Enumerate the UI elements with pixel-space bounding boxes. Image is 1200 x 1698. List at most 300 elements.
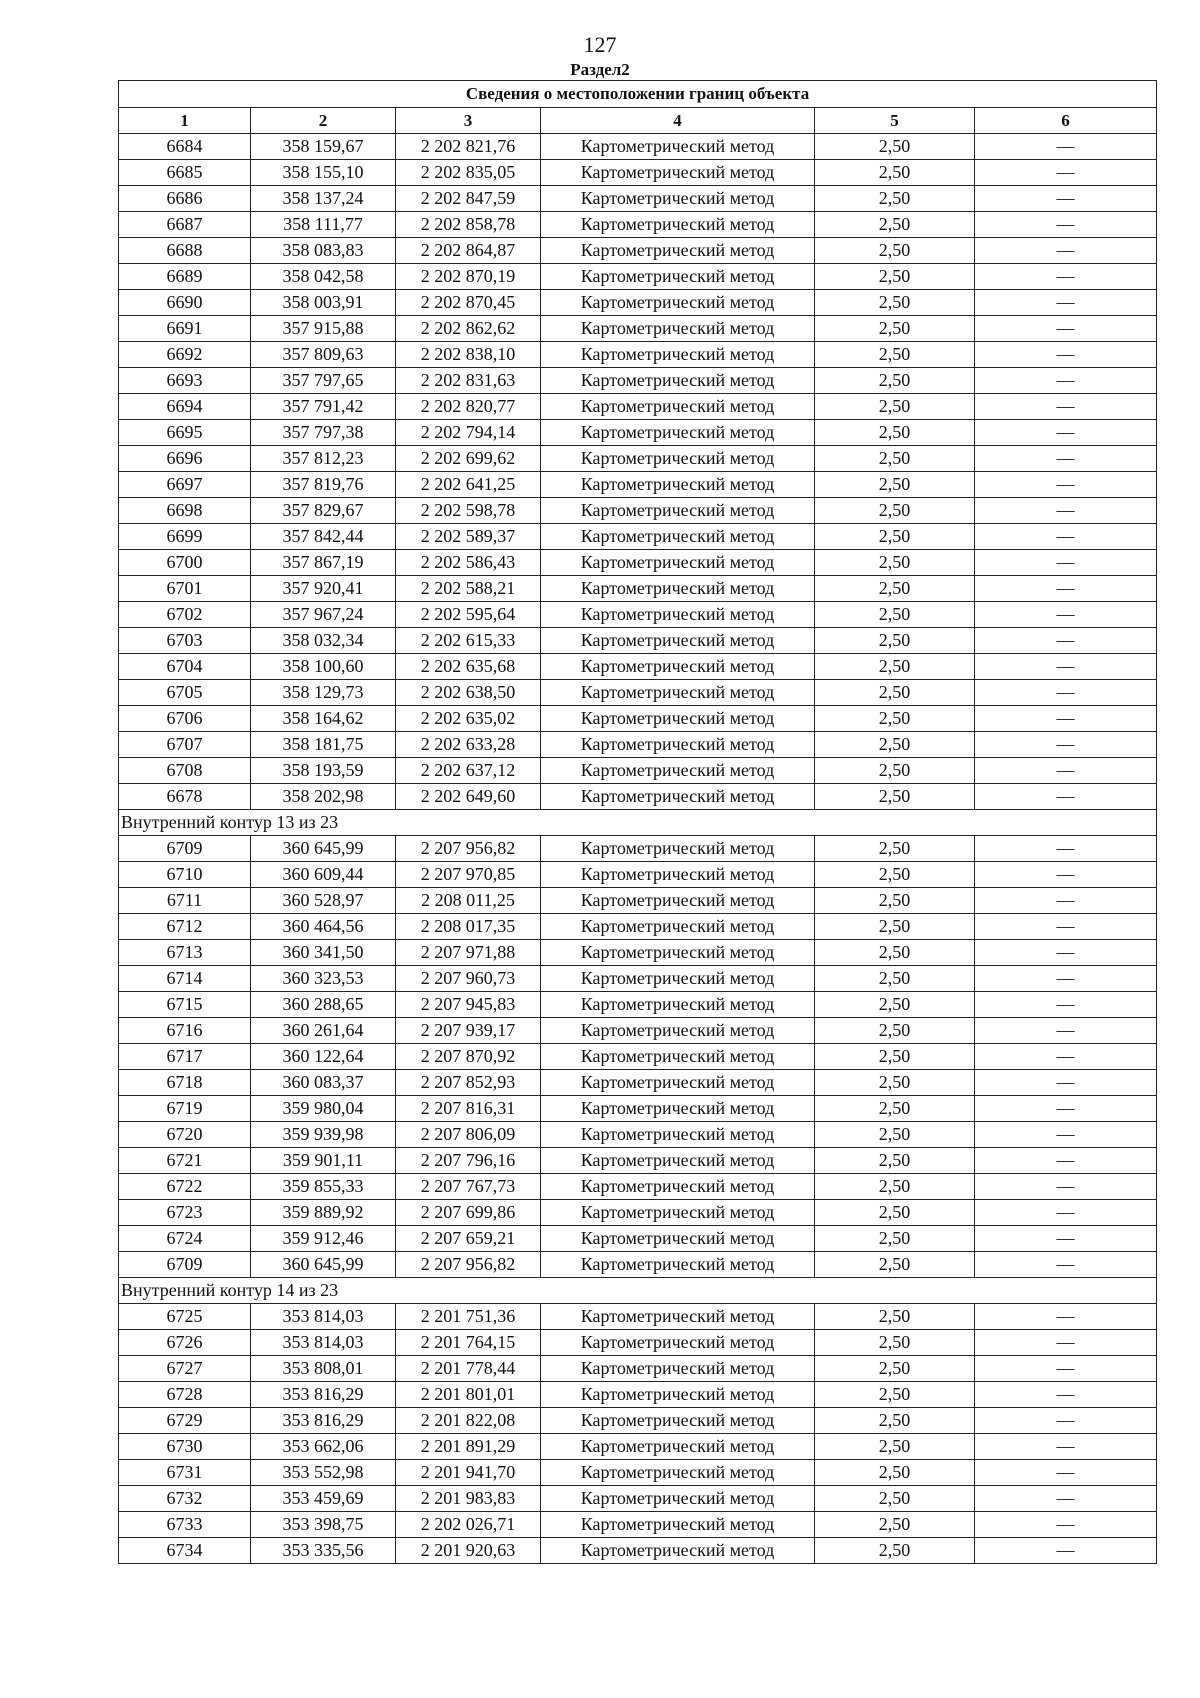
method-cell: Картометрический метод xyxy=(541,966,815,992)
description-cell: — xyxy=(975,1330,1157,1356)
point-number-cell: 6690 xyxy=(119,290,251,316)
description-cell: — xyxy=(975,1148,1157,1174)
accuracy-cell: 2,50 xyxy=(815,212,975,238)
description-cell: — xyxy=(975,1460,1157,1486)
table-row xyxy=(119,628,1157,654)
x-coordinate-cell: 360 323,53 xyxy=(251,966,396,992)
y-coordinate-cell: 2 202 831,63 xyxy=(396,368,541,394)
description-cell: — xyxy=(975,186,1157,212)
point-number-cell: 6718 xyxy=(119,1070,251,1096)
accuracy-cell: 2,50 xyxy=(815,836,975,862)
point-number-cell: 6695 xyxy=(119,420,251,446)
x-coordinate-cell: 360 528,97 xyxy=(251,888,396,914)
y-coordinate-cell: 2 207 945,83 xyxy=(396,992,541,1018)
table-row xyxy=(119,836,1157,862)
y-coordinate-cell: 2 201 983,83 xyxy=(396,1486,541,1512)
accuracy-cell: 2,50 xyxy=(815,966,975,992)
table-row xyxy=(119,1304,1157,1330)
accuracy-cell: 2,50 xyxy=(815,680,975,706)
x-coordinate-cell: 358 159,67 xyxy=(251,134,396,160)
y-coordinate-cell: 2 202 870,19 xyxy=(396,264,541,290)
table-row xyxy=(119,1538,1157,1564)
accuracy-cell: 2,50 xyxy=(815,784,975,810)
boundary-coordinates-table xyxy=(118,80,1157,1564)
method-cell: Картометрический метод xyxy=(541,1356,815,1382)
method-cell: Картометрический метод xyxy=(541,524,815,550)
accuracy-cell: 2,50 xyxy=(815,472,975,498)
x-coordinate-cell: 358 164,62 xyxy=(251,706,396,732)
accuracy-cell: 2,50 xyxy=(815,368,975,394)
description-cell: — xyxy=(975,238,1157,264)
point-number-cell: 6703 xyxy=(119,628,251,654)
y-coordinate-cell: 2 201 778,44 xyxy=(396,1356,541,1382)
method-cell: Картометрический метод xyxy=(541,472,815,498)
y-coordinate-cell: 2 201 764,15 xyxy=(396,1330,541,1356)
y-coordinate-cell: 2 202 641,25 xyxy=(396,472,541,498)
accuracy-cell: 2,50 xyxy=(815,1512,975,1538)
table-row xyxy=(119,420,1157,446)
column-header-2: 2 xyxy=(251,108,396,134)
y-coordinate-cell: 2 202 858,78 xyxy=(396,212,541,238)
accuracy-cell: 2,50 xyxy=(815,1122,975,1148)
table-row xyxy=(119,264,1157,290)
y-coordinate-cell: 2 207 960,73 xyxy=(396,966,541,992)
table-row xyxy=(119,940,1157,966)
point-number-cell: 6698 xyxy=(119,498,251,524)
point-number-cell: 6699 xyxy=(119,524,251,550)
method-cell: Картометрический метод xyxy=(541,420,815,446)
y-coordinate-cell: 2 207 659,21 xyxy=(396,1226,541,1252)
description-cell: — xyxy=(975,732,1157,758)
method-cell: Картометрический метод xyxy=(541,992,815,1018)
x-coordinate-cell: 357 819,76 xyxy=(251,472,396,498)
point-number-cell: 6717 xyxy=(119,1044,251,1070)
table-row xyxy=(119,212,1157,238)
description-cell: — xyxy=(975,1538,1157,1564)
table-row xyxy=(119,1434,1157,1460)
point-number-cell: 6715 xyxy=(119,992,251,1018)
accuracy-cell: 2,50 xyxy=(815,1382,975,1408)
table-row xyxy=(119,1122,1157,1148)
table-row xyxy=(119,1044,1157,1070)
accuracy-cell: 2,50 xyxy=(815,862,975,888)
table-row xyxy=(119,1408,1157,1434)
y-coordinate-cell: 2 207 971,88 xyxy=(396,940,541,966)
x-coordinate-cell: 359 980,04 xyxy=(251,1096,396,1122)
accuracy-cell: 2,50 xyxy=(815,264,975,290)
accuracy-cell: 2,50 xyxy=(815,550,975,576)
table-row xyxy=(119,472,1157,498)
method-cell: Картометрический метод xyxy=(541,212,815,238)
x-coordinate-cell: 353 459,69 xyxy=(251,1486,396,1512)
method-cell: Картометрический метод xyxy=(541,680,815,706)
table-row xyxy=(119,1174,1157,1200)
table-row xyxy=(119,1356,1157,1382)
y-coordinate-cell: 2 207 956,82 xyxy=(396,836,541,862)
accuracy-cell: 2,50 xyxy=(815,1538,975,1564)
table-row xyxy=(119,1200,1157,1226)
x-coordinate-cell: 357 920,41 xyxy=(251,576,396,602)
y-coordinate-cell: 2 202 638,50 xyxy=(396,680,541,706)
table-row xyxy=(119,732,1157,758)
y-coordinate-cell: 2 202 595,64 xyxy=(396,602,541,628)
column-header-5: 5 xyxy=(815,108,975,134)
method-cell: Картометрический метод xyxy=(541,628,815,654)
accuracy-cell: 2,50 xyxy=(815,238,975,264)
x-coordinate-cell: 357 812,23 xyxy=(251,446,396,472)
point-number-cell: 6691 xyxy=(119,316,251,342)
table-row xyxy=(119,992,1157,1018)
accuracy-cell: 2,50 xyxy=(815,1408,975,1434)
y-coordinate-cell: 2 207 852,93 xyxy=(396,1070,541,1096)
column-header-3: 3 xyxy=(396,108,541,134)
point-number-cell: 6716 xyxy=(119,1018,251,1044)
x-coordinate-cell: 358 042,58 xyxy=(251,264,396,290)
accuracy-cell: 2,50 xyxy=(815,602,975,628)
point-number-cell: 6730 xyxy=(119,1434,251,1460)
method-cell: Картометрический метод xyxy=(541,602,815,628)
accuracy-cell: 2,50 xyxy=(815,394,975,420)
point-number-cell: 6692 xyxy=(119,342,251,368)
y-coordinate-cell: 2 202 870,45 xyxy=(396,290,541,316)
description-cell: — xyxy=(975,836,1157,862)
description-cell: — xyxy=(975,212,1157,238)
accuracy-cell: 2,50 xyxy=(815,498,975,524)
x-coordinate-cell: 360 288,65 xyxy=(251,992,396,1018)
description-cell: — xyxy=(975,576,1157,602)
point-number-cell: 6727 xyxy=(119,1356,251,1382)
table-row xyxy=(119,1382,1157,1408)
method-cell: Картометрический метод xyxy=(541,1538,815,1564)
point-number-cell: 6696 xyxy=(119,446,251,472)
point-number-cell: 6734 xyxy=(119,1538,251,1564)
x-coordinate-cell: 353 662,06 xyxy=(251,1434,396,1460)
accuracy-cell: 2,50 xyxy=(815,1018,975,1044)
method-cell: Картометрический метод xyxy=(541,1434,815,1460)
point-number-cell: 6720 xyxy=(119,1122,251,1148)
accuracy-cell: 2,50 xyxy=(815,1070,975,1096)
y-coordinate-cell: 2 202 588,21 xyxy=(396,576,541,602)
description-cell: — xyxy=(975,1252,1157,1278)
x-coordinate-cell: 359 912,46 xyxy=(251,1226,396,1252)
method-cell: Картометрический метод xyxy=(541,134,815,160)
y-coordinate-cell: 2 207 796,16 xyxy=(396,1148,541,1174)
y-coordinate-cell: 2 207 767,73 xyxy=(396,1174,541,1200)
y-coordinate-cell: 2 202 649,60 xyxy=(396,784,541,810)
x-coordinate-cell: 358 111,77 xyxy=(251,212,396,238)
table-row xyxy=(119,550,1157,576)
x-coordinate-cell: 360 645,99 xyxy=(251,1252,396,1278)
accuracy-cell: 2,50 xyxy=(815,524,975,550)
y-coordinate-cell: 2 202 794,14 xyxy=(396,420,541,446)
description-cell: — xyxy=(975,446,1157,472)
method-cell: Картометрический метод xyxy=(541,1486,815,1512)
table-row xyxy=(119,290,1157,316)
description-cell: — xyxy=(975,1226,1157,1252)
table-row xyxy=(119,160,1157,186)
description-cell: — xyxy=(975,1174,1157,1200)
accuracy-cell: 2,50 xyxy=(815,758,975,784)
point-number-cell: 6724 xyxy=(119,1226,251,1252)
point-number-cell: 6722 xyxy=(119,1174,251,1200)
table-row xyxy=(119,966,1157,992)
section-title: Раздел2 xyxy=(570,60,630,79)
x-coordinate-cell: 357 791,42 xyxy=(251,394,396,420)
y-coordinate-cell: 2 201 941,70 xyxy=(396,1460,541,1486)
point-number-cell: 6700 xyxy=(119,550,251,576)
point-number-cell: 6687 xyxy=(119,212,251,238)
y-coordinate-cell: 2 202 820,77 xyxy=(396,394,541,420)
table-row xyxy=(119,1070,1157,1096)
x-coordinate-cell: 353 814,03 xyxy=(251,1330,396,1356)
x-coordinate-cell: 357 967,24 xyxy=(251,602,396,628)
point-number-cell: 6721 xyxy=(119,1148,251,1174)
method-cell: Картометрический метод xyxy=(541,238,815,264)
method-cell: Картометрический метод xyxy=(541,1018,815,1044)
point-number-cell: 6694 xyxy=(119,394,251,420)
table-row xyxy=(119,1512,1157,1538)
column-header-4: 4 xyxy=(541,108,815,134)
description-cell: — xyxy=(975,706,1157,732)
method-cell: Картометрический метод xyxy=(541,498,815,524)
x-coordinate-cell: 360 261,64 xyxy=(251,1018,396,1044)
table-row xyxy=(119,1226,1157,1252)
method-cell: Картометрический метод xyxy=(541,758,815,784)
contour-label: Внутренний контур 14 из 23 xyxy=(119,1278,1157,1304)
x-coordinate-cell: 358 137,24 xyxy=(251,186,396,212)
description-cell: — xyxy=(975,680,1157,706)
method-cell: Картометрический метод xyxy=(541,1148,815,1174)
y-coordinate-cell: 2 201 822,08 xyxy=(396,1408,541,1434)
x-coordinate-cell: 360 122,64 xyxy=(251,1044,396,1070)
table-row xyxy=(119,888,1157,914)
method-cell: Картометрический метод xyxy=(541,1096,815,1122)
description-cell: — xyxy=(975,992,1157,1018)
x-coordinate-cell: 359 855,33 xyxy=(251,1174,396,1200)
contour-label: Внутренний контур 13 из 23 xyxy=(119,810,1157,836)
point-number-cell: 6733 xyxy=(119,1512,251,1538)
contour-row xyxy=(119,810,1157,836)
x-coordinate-cell: 357 842,44 xyxy=(251,524,396,550)
accuracy-cell: 2,50 xyxy=(815,992,975,1018)
x-coordinate-cell: 360 341,50 xyxy=(251,940,396,966)
x-coordinate-cell: 358 083,83 xyxy=(251,238,396,264)
description-cell: — xyxy=(975,316,1157,342)
accuracy-cell: 2,50 xyxy=(815,1148,975,1174)
description-cell: — xyxy=(975,1200,1157,1226)
column-header-1: 1 xyxy=(119,108,251,134)
accuracy-cell: 2,50 xyxy=(815,342,975,368)
method-cell: Картометрический метод xyxy=(541,368,815,394)
method-cell: Картометрический метод xyxy=(541,1460,815,1486)
x-coordinate-cell: 358 181,75 xyxy=(251,732,396,758)
accuracy-cell: 2,50 xyxy=(815,134,975,160)
description-cell: — xyxy=(975,420,1157,446)
accuracy-cell: 2,50 xyxy=(815,186,975,212)
x-coordinate-cell: 353 335,56 xyxy=(251,1538,396,1564)
table-row xyxy=(119,576,1157,602)
y-coordinate-cell: 2 207 939,17 xyxy=(396,1018,541,1044)
x-coordinate-cell: 353 808,01 xyxy=(251,1356,396,1382)
y-coordinate-cell: 2 202 586,43 xyxy=(396,550,541,576)
x-coordinate-cell: 353 816,29 xyxy=(251,1408,396,1434)
description-cell: — xyxy=(975,1408,1157,1434)
point-number-cell: 6704 xyxy=(119,654,251,680)
x-coordinate-cell: 353 398,75 xyxy=(251,1512,396,1538)
x-coordinate-cell: 353 816,29 xyxy=(251,1382,396,1408)
table-row xyxy=(119,368,1157,394)
x-coordinate-cell: 358 003,91 xyxy=(251,290,396,316)
table-row xyxy=(119,602,1157,628)
method-cell: Картометрический метод xyxy=(541,706,815,732)
accuracy-cell: 2,50 xyxy=(815,160,975,186)
table-row xyxy=(119,654,1157,680)
point-number-cell: 6685 xyxy=(119,160,251,186)
page-number: 127 xyxy=(583,32,617,57)
point-number-cell: 6697 xyxy=(119,472,251,498)
point-number-cell: 6706 xyxy=(119,706,251,732)
method-cell: Картометрический метод xyxy=(541,160,815,186)
column-header-6: 6 xyxy=(975,108,1157,134)
description-cell: — xyxy=(975,1486,1157,1512)
accuracy-cell: 2,50 xyxy=(815,914,975,940)
y-coordinate-cell: 2 202 589,37 xyxy=(396,524,541,550)
description-cell: — xyxy=(975,758,1157,784)
method-cell: Картометрический метод xyxy=(541,888,815,914)
method-cell: Картометрический метод xyxy=(541,1382,815,1408)
y-coordinate-cell: 2 207 816,31 xyxy=(396,1096,541,1122)
method-cell: Картометрический метод xyxy=(541,576,815,602)
table-row xyxy=(119,524,1157,550)
accuracy-cell: 2,50 xyxy=(815,1356,975,1382)
description-cell: — xyxy=(975,264,1157,290)
x-coordinate-cell: 359 901,11 xyxy=(251,1148,396,1174)
description-cell: — xyxy=(975,160,1157,186)
accuracy-cell: 2,50 xyxy=(815,888,975,914)
table-header-row xyxy=(119,108,1157,134)
table-row xyxy=(119,1252,1157,1278)
point-number-cell: 6731 xyxy=(119,1460,251,1486)
y-coordinate-cell: 2 207 806,09 xyxy=(396,1122,541,1148)
table-row xyxy=(119,784,1157,810)
accuracy-cell: 2,50 xyxy=(815,654,975,680)
x-coordinate-cell: 359 939,98 xyxy=(251,1122,396,1148)
method-cell: Картометрический метод xyxy=(541,1200,815,1226)
method-cell: Картометрический метод xyxy=(541,316,815,342)
table-row xyxy=(119,914,1157,940)
y-coordinate-cell: 2 202 838,10 xyxy=(396,342,541,368)
point-number-cell: 6719 xyxy=(119,1096,251,1122)
x-coordinate-cell: 358 100,60 xyxy=(251,654,396,680)
description-cell: — xyxy=(975,498,1157,524)
description-cell: — xyxy=(975,550,1157,576)
description-cell: — xyxy=(975,524,1157,550)
point-number-cell: 6726 xyxy=(119,1330,251,1356)
point-number-cell: 6729 xyxy=(119,1408,251,1434)
x-coordinate-cell: 357 797,38 xyxy=(251,420,396,446)
method-cell: Картометрический метод xyxy=(541,342,815,368)
accuracy-cell: 2,50 xyxy=(815,420,975,446)
accuracy-cell: 2,50 xyxy=(815,576,975,602)
accuracy-cell: 2,50 xyxy=(815,1486,975,1512)
point-number-cell: 6732 xyxy=(119,1486,251,1512)
method-cell: Картометрический метод xyxy=(541,290,815,316)
y-coordinate-cell: 2 207 870,92 xyxy=(396,1044,541,1070)
description-cell: — xyxy=(975,654,1157,680)
accuracy-cell: 2,50 xyxy=(815,940,975,966)
table-row xyxy=(119,706,1157,732)
description-cell: — xyxy=(975,940,1157,966)
description-cell: — xyxy=(975,784,1157,810)
point-number-cell: 6713 xyxy=(119,940,251,966)
x-coordinate-cell: 357 797,65 xyxy=(251,368,396,394)
description-cell: — xyxy=(975,1018,1157,1044)
x-coordinate-cell: 359 889,92 xyxy=(251,1200,396,1226)
method-cell: Картометрический метод xyxy=(541,550,815,576)
description-cell: — xyxy=(975,1096,1157,1122)
description-cell: — xyxy=(975,1122,1157,1148)
description-cell: — xyxy=(975,602,1157,628)
method-cell: Картометрический метод xyxy=(541,1252,815,1278)
point-number-cell: 6689 xyxy=(119,264,251,290)
point-number-cell: 6725 xyxy=(119,1304,251,1330)
table-row xyxy=(119,1148,1157,1174)
table-row xyxy=(119,238,1157,264)
point-number-cell: 6701 xyxy=(119,576,251,602)
y-coordinate-cell: 2 202 862,62 xyxy=(396,316,541,342)
y-coordinate-cell: 2 202 864,87 xyxy=(396,238,541,264)
table-row xyxy=(119,394,1157,420)
method-cell: Картометрический метод xyxy=(541,1070,815,1096)
x-coordinate-cell: 358 155,10 xyxy=(251,160,396,186)
point-number-cell: 6702 xyxy=(119,602,251,628)
accuracy-cell: 2,50 xyxy=(815,732,975,758)
accuracy-cell: 2,50 xyxy=(815,706,975,732)
description-cell: — xyxy=(975,342,1157,368)
x-coordinate-cell: 357 809,63 xyxy=(251,342,396,368)
table-row xyxy=(119,316,1157,342)
table-row xyxy=(119,1018,1157,1044)
accuracy-cell: 2,50 xyxy=(815,1174,975,1200)
y-coordinate-cell: 2 201 751,36 xyxy=(396,1304,541,1330)
description-cell: — xyxy=(975,1434,1157,1460)
method-cell: Картометрический метод xyxy=(541,264,815,290)
point-number-cell: 6678 xyxy=(119,784,251,810)
accuracy-cell: 2,50 xyxy=(815,628,975,654)
table-row xyxy=(119,134,1157,160)
description-cell: — xyxy=(975,368,1157,394)
method-cell: Картометрический метод xyxy=(541,1226,815,1252)
method-cell: Картометрический метод xyxy=(541,836,815,862)
table-row xyxy=(119,1330,1157,1356)
method-cell: Картометрический метод xyxy=(541,732,815,758)
accuracy-cell: 2,50 xyxy=(815,1434,975,1460)
method-cell: Картометрический метод xyxy=(541,1044,815,1070)
method-cell: Картометрический метод xyxy=(541,784,815,810)
table-row xyxy=(119,1460,1157,1486)
accuracy-cell: 2,50 xyxy=(815,1252,975,1278)
x-coordinate-cell: 353 552,98 xyxy=(251,1460,396,1486)
point-number-cell: 6705 xyxy=(119,680,251,706)
table-caption-row xyxy=(119,81,1157,108)
point-number-cell: 6688 xyxy=(119,238,251,264)
y-coordinate-cell: 2 201 920,63 xyxy=(396,1538,541,1564)
table-row xyxy=(119,446,1157,472)
x-coordinate-cell: 357 829,67 xyxy=(251,498,396,524)
y-coordinate-cell: 2 207 699,86 xyxy=(396,1200,541,1226)
table-row xyxy=(119,1486,1157,1512)
x-coordinate-cell: 358 193,59 xyxy=(251,758,396,784)
